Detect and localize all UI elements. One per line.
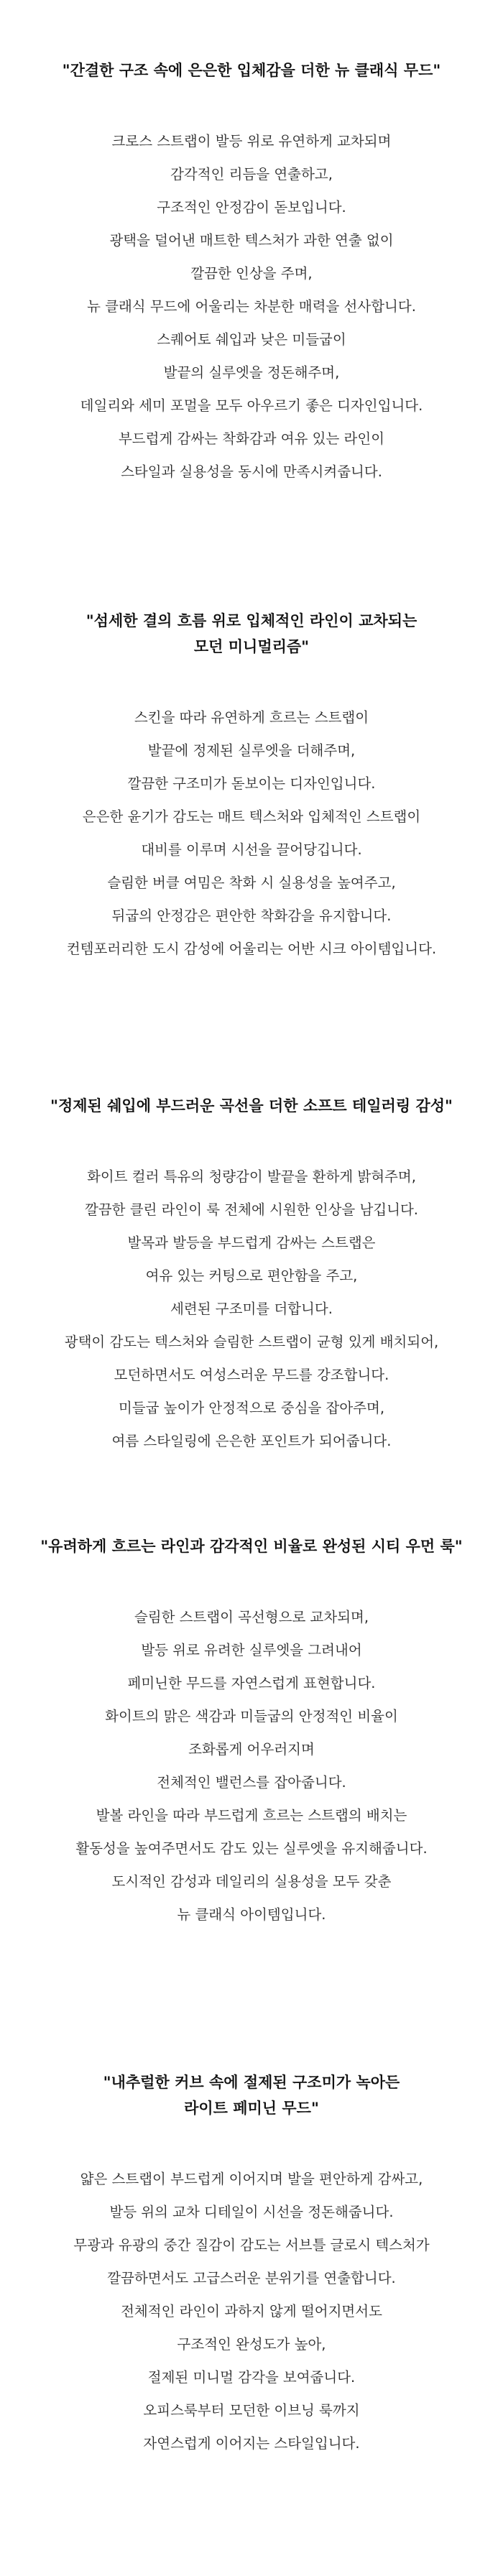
body-line: 감각적인 리듬을 연출하고, xyxy=(170,166,333,183)
body-line: 깔끔한 인상을 주며, xyxy=(190,265,313,282)
body-line: 절제된 미니멀 감각을 보여줍니다. xyxy=(147,2369,356,2386)
section-title-line: "정제된 쉐입에 부드러운 곡선을 더한 소프트 테일러링 감성" xyxy=(50,1097,453,1114)
body-line: 데일리와 세미 포멀을 모두 아우르기 좋은 디자인입니다. xyxy=(80,397,423,414)
body-line: 스타일과 실용성을 동시에 만족시켜줍니다. xyxy=(121,463,382,480)
body-line: 도시적인 감성과 데일리의 실용성을 모두 갖춘 xyxy=(111,1873,392,1890)
body-line: 광택이 감도는 텍스처와 슬림한 스트랩이 균형 있게 배치되어, xyxy=(64,1334,439,1350)
section-title xyxy=(0,1533,503,1559)
body-line: 발등 위의 교차 디테일이 시선을 정돈해줍니다. xyxy=(109,2204,394,2220)
body-line: 자연스럽게 이어지는 스타일입니다. xyxy=(143,2435,360,2452)
section-title xyxy=(0,57,503,83)
body-line: 여름 스타일링에 은은한 포인트가 되어줍니다. xyxy=(111,1433,392,1449)
body-line: 슬림한 스트랩이 곡선형으로 교차되며, xyxy=(134,1609,369,1625)
body-line: 페미닌한 무드를 자연스럽게 표현합니다. xyxy=(127,1675,376,1691)
body-line: 세련된 구조미를 더합니다. xyxy=(170,1301,333,1317)
body-line: 활동성을 높여주면서도 감도 있는 실루엣을 유지해줍니다. xyxy=(75,1840,428,1857)
body-line: 깔끔하면서도 고급스러운 분위기를 연출합니다. xyxy=(107,2270,396,2286)
body-line: 전체적인 라인이 과하지 않게 떨어지면서도 xyxy=(121,2303,382,2319)
section-title-line: 모던 미니멀리즘" xyxy=(193,638,310,655)
body-line: 발볼 라인을 따라 부드럽게 흐르는 스트랩의 배치는 xyxy=(96,1807,407,1824)
body-line: 구조적인 안정감이 돋보입니다. xyxy=(157,199,346,216)
body-line: 모던하면서도 여성스러운 무드를 강조합니다. xyxy=(114,1367,389,1383)
body-line: 크로스 스트랩이 발등 위로 유연하게 교차되며 xyxy=(111,133,392,149)
body-line: 오피스룩부터 모던한 이브닝 룩까지 xyxy=(143,2402,360,2419)
body-line: 은은한 윤기가 감도는 매트 텍스처와 입체적인 스트랩이 xyxy=(82,808,421,825)
body-line: 뉴 클래식 아이템입니다. xyxy=(177,1906,326,1923)
body-line: 스킨을 따라 유연하게 흐르는 스트랩이 xyxy=(134,709,369,726)
description-section-1 xyxy=(0,57,503,489)
body-line: 미들굽 높이가 안정적으로 중심을 잡아주며, xyxy=(118,1400,385,1416)
description-section-4 xyxy=(0,1533,503,1931)
body-line: 스퀘어토 쉐입과 낮은 미들굽이 xyxy=(157,331,346,348)
body-line: 발끝의 실루엣을 정돈해주며, xyxy=(163,364,340,381)
body-line: 부드럽게 감싸는 착화감과 여유 있는 라인이 xyxy=(118,430,385,447)
body-line: 발목과 발등을 부드럽게 감싸는 스트랩은 xyxy=(127,1234,376,1251)
body-line: 여유 있는 커팅으로 편안함을 주고, xyxy=(145,1268,358,1284)
body-line: 발끝에 정제된 실루엣을 더해주며, xyxy=(147,742,356,759)
description-section-2 xyxy=(0,608,503,966)
section-title xyxy=(0,608,503,660)
body-line: 광택을 덜어낸 매트한 텍스처가 과한 연출 없이 xyxy=(109,232,394,249)
description-section-5 xyxy=(0,2069,503,2460)
section-body xyxy=(0,701,503,966)
section-body xyxy=(0,2163,503,2460)
section-body xyxy=(0,1601,503,1931)
section-body xyxy=(0,125,503,489)
body-line: 컨템포러리한 도시 감성에 어울리는 어반 시크 아이템입니다. xyxy=(66,941,437,957)
section-title-line: "유려하게 흐르는 라인과 감각적인 비율로 완성된 시티 우먼 룩" xyxy=(40,1538,463,1555)
body-line: 무광과 유광의 중간 질감이 감도는 서브틀 글로시 텍스처가 xyxy=(73,2237,430,2253)
description-section-3 xyxy=(0,1093,503,1458)
section-title-line: "간결한 구조 속에 은은한 입체감을 더한 뉴 클래식 무드" xyxy=(62,62,441,79)
body-line: 화이트의 맑은 색감과 미들굽의 안정적인 비율이 xyxy=(105,1708,398,1725)
body-line: 슬림한 버클 여밈은 착화 시 실용성을 높여주고, xyxy=(107,874,396,891)
section-title xyxy=(0,2069,503,2121)
body-line: 깔끔한 구조미가 돋보이는 디자인입니다. xyxy=(127,775,376,792)
body-line: 전체적인 밸런스를 잡아줍니다. xyxy=(157,1774,346,1791)
section-title-line: "내추럴한 커브 속에 절제된 구조미가 녹아든 xyxy=(103,2074,400,2091)
body-line: 뒤굽의 안정감은 편안한 착화감을 유지합니다. xyxy=(111,908,392,924)
section-body xyxy=(0,1160,503,1458)
section-title-line: 라이트 페미닌 무드" xyxy=(184,2100,319,2117)
body-line: 조화롭게 어우러지며 xyxy=(188,1741,315,1758)
body-line: 깔끔한 클린 라인이 룩 전체에 시원한 인상을 남깁니다. xyxy=(84,1201,418,1218)
body-line: 얇은 스트랩이 부드럽게 이어지며 발을 편안하게 감싸고, xyxy=(80,2171,423,2187)
body-line: 발등 위로 유려한 실루엣을 그려내어 xyxy=(141,1642,362,1658)
body-line: 구조적인 완성도가 높아, xyxy=(177,2336,326,2353)
body-line: 화이트 컬러 특유의 청량감이 발끝을 환하게 밝혀주며, xyxy=(87,1168,416,1185)
body-line: 대비를 이루며 시선을 끌어당깁니다. xyxy=(141,841,362,858)
body-line: 뉴 클래식 무드에 어울리는 차분한 매력을 선사합니다. xyxy=(87,298,416,315)
section-title xyxy=(0,1093,503,1119)
section-title-line: "섬세한 결의 흐름 위로 입체적인 라인이 교차되는 xyxy=(86,612,417,629)
